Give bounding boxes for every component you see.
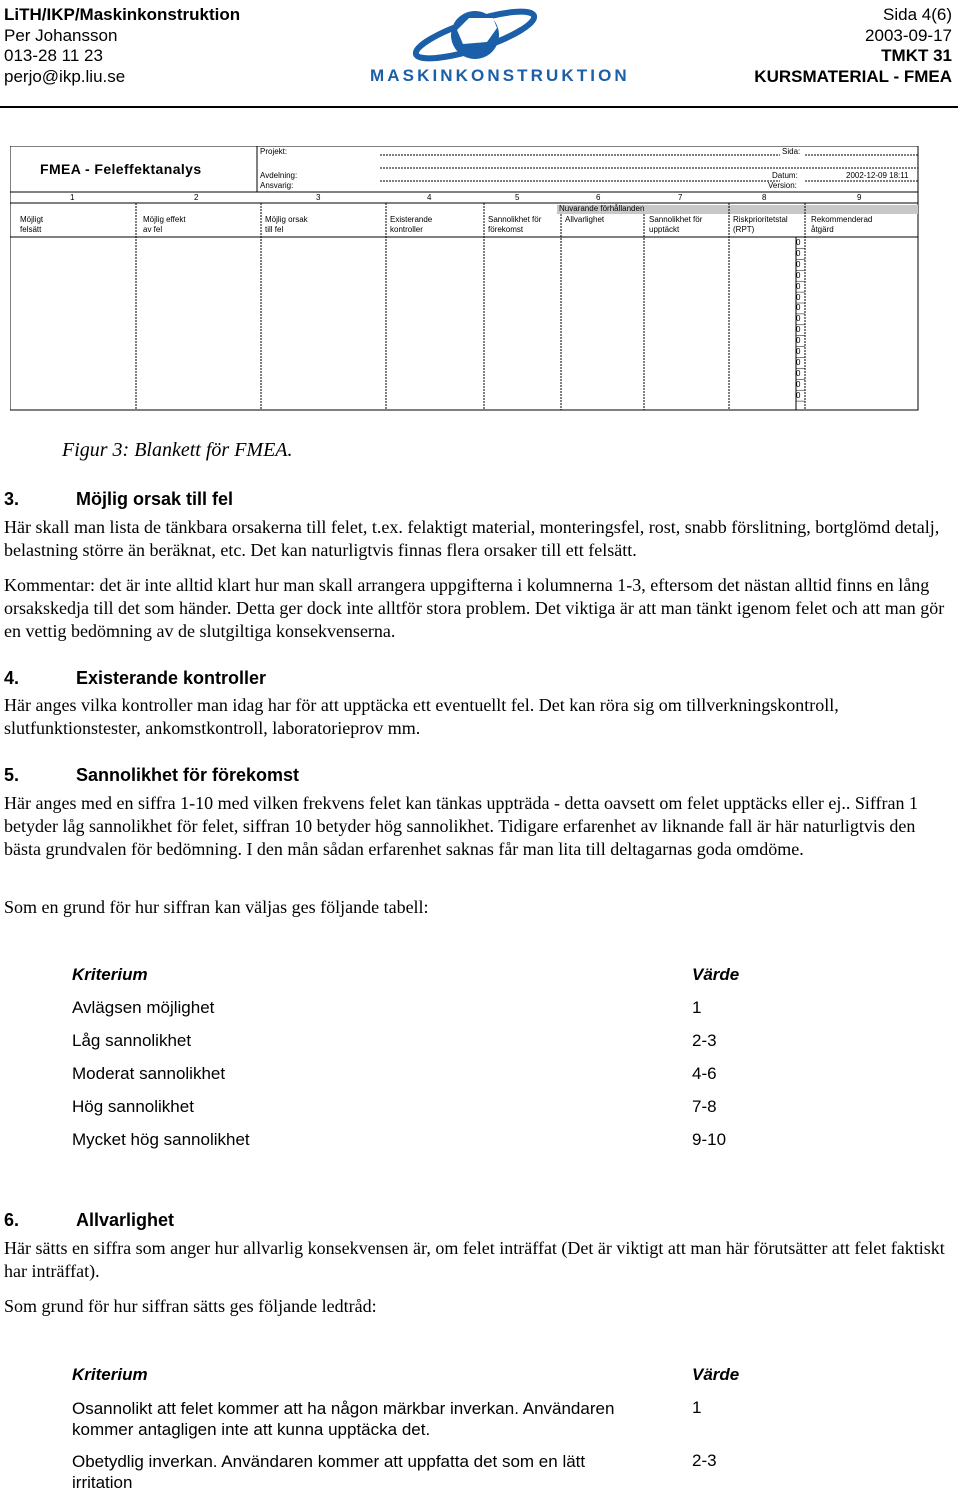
logo-text: MASKINKONSTRUKTION (370, 66, 630, 85)
kriterium-cell: Mycket hög sannolikhet (72, 1130, 250, 1149)
column-header-line1: Sannolikhet för (649, 215, 703, 224)
column-number: 3 (316, 193, 321, 202)
rpt-value: 0 (796, 379, 801, 389)
rpt-value: 0 (796, 368, 801, 378)
column-header-line1: Allvarlighet (565, 215, 605, 224)
section-5-heading (4, 765, 299, 786)
varde-cell: 1 (692, 998, 702, 1017)
section-5-paragraph-1: Här anges med en siffra 1-10 med vilken frekvens felet kan tänkas uppträda - detta oavsett om felet upptäcks eller ej.. Siffran 1 betyder låg sannolikhet för felet, siffran 10 betyder hög sannolikhet. Tidigare erfarenhet av liknande fall är här naturligtvis den bästa grundvalen för bedömning. I den mån sådan erfarenhet saknas får man lita till deltagarnas goda omdöme. (4, 793, 919, 859)
rpt-value: 0 (796, 281, 801, 291)
sida-label: Sida: (782, 147, 801, 156)
column-header (143, 215, 186, 235)
rpt-value: 0 (796, 314, 801, 324)
ansvarig-label: Ansvarig: (260, 181, 294, 190)
section-number: 3. (4, 489, 20, 509)
column-number: 5 (515, 193, 520, 202)
section-title: Existerande kontroller (76, 668, 267, 688)
column-header-line1: Sannolikhet för (488, 215, 542, 224)
varde-cell: 7-8 (692, 1097, 717, 1116)
column-header-line2: felsätt (20, 225, 42, 234)
email: perjo@ikp.liu.se (4, 66, 126, 86)
column-header-line2: till fel (265, 225, 284, 234)
column-header-line1: Möjlig orsak (265, 215, 308, 224)
column-header-line2: upptäckt (649, 225, 680, 234)
section-3-heading (4, 489, 233, 510)
datum-label: Datum: (772, 171, 798, 180)
department: LiTH/IKP/Maskinkonstruktion (4, 5, 241, 24)
page-number: Sida 4(6) (883, 5, 952, 24)
header-right (754, 5, 952, 87)
section-title: Sannolikhet för förekomst (76, 765, 300, 785)
doc-date: 2003-09-17 (865, 25, 952, 45)
kriterium-cell: Moderat sannolikhet (72, 1064, 226, 1083)
section-4-heading (4, 668, 266, 689)
section-3-paragraph-1: Här skall man lista de tänkbara orsakerna till felet, t.ex. felaktigt material, monteringsfel, rost, snabb förslitning, bortglömd detalj, belastning större än beräknat, etc. Det kan naturligtvis finnas flera orsaker till ett felsätt. (4, 517, 940, 560)
section-6-paragraph-1: Här sätts en siffra som anger hur allvarlig konsekvensen är, om felet inträffat (Det är viktigt att man här förutsätter att felet faktiskt har inträffat). (4, 1238, 945, 1281)
course-code: TMKT 31 (881, 46, 952, 65)
column-header-line2: av fel (143, 225, 163, 234)
phone: 013-28 11 23 (4, 46, 103, 65)
projekt-label: Projekt: (260, 147, 288, 156)
rpt-value: 0 (796, 238, 801, 247)
kriterium-cell: Hög sannolikhet (72, 1097, 194, 1116)
kriterium-cell: Obetydlig inverkan. Användaren kommer att uppfatta det som en lätt irritation (72, 1452, 586, 1492)
kriterium-cell: Låg sannolikhet (72, 1031, 192, 1050)
column-header (390, 215, 432, 235)
section-number: 5. (4, 765, 20, 785)
rpt-value: 0 (796, 325, 801, 335)
rpt-value: 0 (796, 357, 801, 367)
varde-cell: 2-3 (692, 1451, 717, 1470)
column-header (265, 215, 308, 235)
section-5-paragraph-2: Som en grund för hur siffran kan väljas ges följande tabell: (4, 897, 429, 917)
rpt-value: 0 (796, 303, 801, 313)
rpt-value: 0 (796, 292, 801, 302)
varde-cell: 9-10 (692, 1130, 727, 1149)
kriterium-cell: Osannolikt att felet kommer att ha någon märkbar inverkan. Användaren kommer antagligen inte att kunna upptäcka det. (72, 1399, 615, 1439)
figure-caption: Figur 3: Blankett för FMEA. (62, 439, 293, 461)
doc-title: KURSMATERIAL - FMEA (754, 66, 952, 86)
column-header-line1: Möjlig effekt (143, 215, 186, 224)
column-header-line1: Rekommenderad (811, 215, 873, 224)
column-number: 2 (194, 193, 199, 202)
table-header-varde: Värde (692, 1365, 740, 1384)
column-header (649, 215, 702, 235)
rpt-value: 0 (796, 336, 801, 346)
column-header (811, 215, 872, 235)
header-divider (0, 106, 958, 108)
datum-value: 2002-12-09 18:11 (846, 171, 909, 180)
column-number: 9 (857, 193, 862, 202)
column-header (20, 215, 43, 235)
column-header-line2: kontroller (390, 225, 423, 234)
column-header (488, 215, 541, 235)
avdelning-label: Avdelning: (260, 171, 298, 180)
column-number: 8 (762, 193, 767, 202)
header-left (4, 5, 240, 87)
section-4-paragraph-1: Här anges vilka kontroller man idag har för att upptäcka ett eventuellt fel. Det kan röra sig om tillverkningskontroll, slutfunktionstester, ankomstkontroll, laboratorieprov mm. (4, 695, 839, 738)
varde-cell: 4-6 (692, 1064, 717, 1083)
column-header-line1: Existerande (390, 215, 433, 224)
section-number: 6. (4, 1210, 20, 1230)
column-header (733, 215, 788, 235)
column-number: 1 (70, 193, 75, 202)
column-header-line2: förekomst (488, 225, 524, 234)
group-header: Nuvarande förhållanden (559, 204, 645, 213)
version-label: Version: (768, 181, 797, 190)
table-header-varde: Värde (692, 965, 740, 984)
section-title: Allvarlighet (76, 1210, 175, 1230)
column-header-line1: Möjligt (20, 215, 44, 224)
column-header-line2: åtgärd (811, 225, 834, 234)
column-header-line2: (RPT) (733, 225, 755, 234)
section-6-heading (4, 1210, 174, 1231)
column-number: 6 (596, 193, 601, 202)
section-6-paragraph-2: Som grund för hur siffran sätts ges följande ledtråd: (4, 1296, 377, 1316)
column-header-line1: Riskprioritetstal (733, 215, 788, 224)
table-header-kriterium: Kriterium (72, 1365, 148, 1384)
varde-cell: 2-3 (692, 1031, 717, 1050)
section-title: Möjlig orsak till fel (76, 489, 234, 509)
column-header (565, 215, 604, 225)
varde-cell: 1 (692, 1398, 702, 1417)
fmea-form (10, 146, 920, 411)
form-title: FMEA - Feleffektanalys (40, 161, 202, 177)
column-number: 4 (427, 193, 432, 202)
table-header-kriterium: Kriterium (72, 965, 148, 984)
rpt-value: 0 (796, 347, 801, 356)
column-number: 7 (678, 193, 683, 202)
kriterium-cell: Avlägsen möjlighet (72, 998, 215, 1017)
rpt-value: 0 (796, 248, 801, 258)
author-name: Per Johansson (4, 25, 118, 45)
logo (365, 2, 630, 92)
rpt-value: 0 (796, 259, 801, 269)
rpt-value: 0 (796, 270, 801, 280)
section-number: 4. (4, 668, 20, 688)
section-3-paragraph-2: Kommentar: det är inte alltid klart hur man skall arrangera uppgifterna i kolumnerna 1-3, eftersom det nästan alltid finns en lång orsakskedja till det som händer. Detta ger dock inte alltför stora problem. Det viktiga är att man tänkt igenom felet och att man gör en vettig bedömning av de slutgiltiga konsekvenserna. (4, 575, 945, 641)
rpt-value: 0 (796, 390, 801, 400)
